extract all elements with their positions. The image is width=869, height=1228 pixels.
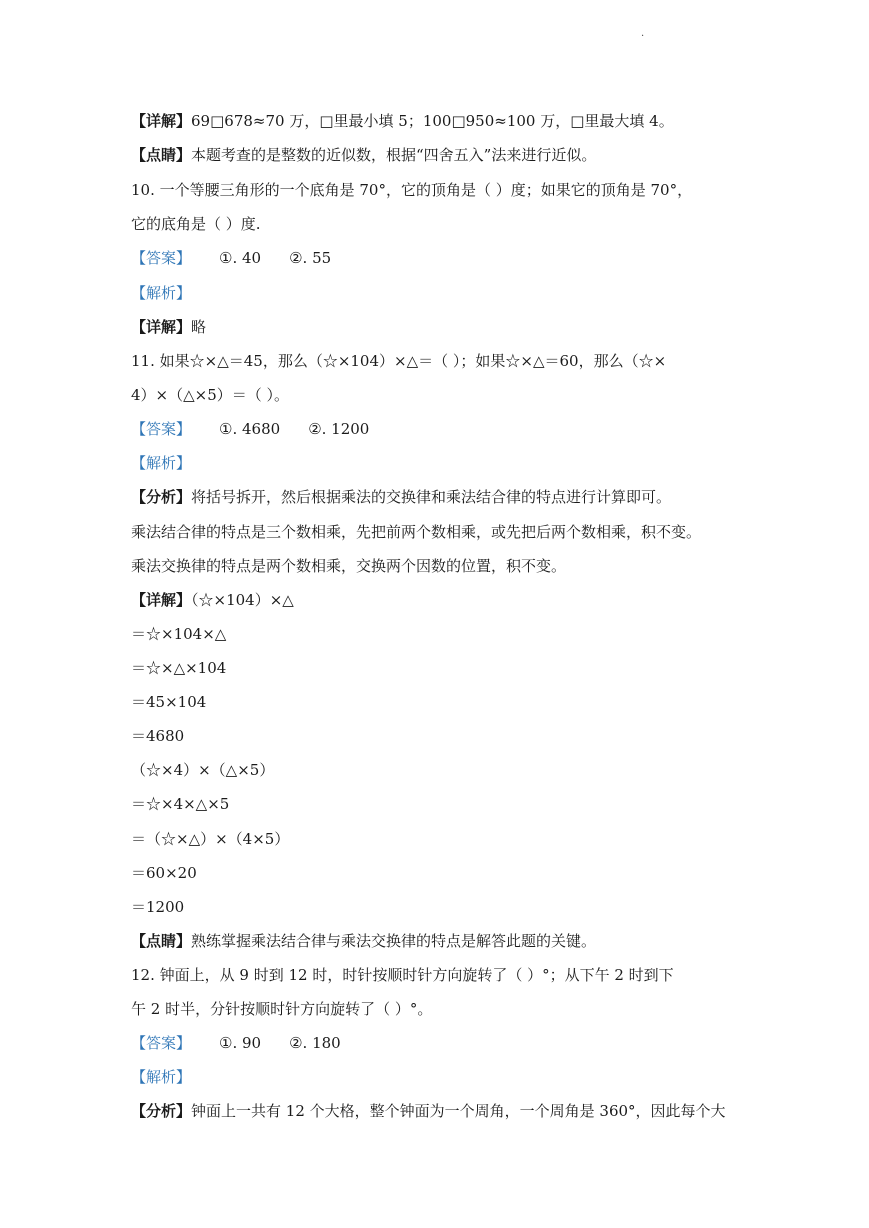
q11-answer-2: ②. 1200 bbox=[308, 420, 370, 438]
q10-analysis-tag: 【解析】 bbox=[131, 284, 192, 302]
q9-comment-text: 本题考查的是整数的近似数，根据“四舍五入”法来进行近似。 bbox=[191, 146, 597, 164]
detail-tag: 【详解】 bbox=[131, 112, 192, 130]
q10-answer-1: ①. 40 bbox=[219, 249, 262, 267]
q12-answer-line bbox=[131, 1033, 341, 1053]
q9-detail-line bbox=[131, 111, 674, 131]
q9-detail-text: 69□678≈70 万，□里最小填 5；100□950≈100 万，□里最大填 4。 bbox=[191, 112, 674, 130]
q11-detail-head: （☆×104）×△ bbox=[191, 591, 294, 609]
q9-comment-line bbox=[131, 145, 596, 165]
q11-comment-line bbox=[131, 931, 596, 951]
q11-analysis-line-2: 乘法结合律的特点是三个数相乘，先把前两个数相乘，或先把后两个数相乘，积不变。 bbox=[131, 523, 702, 541]
q11-analysis-head-text: 将括号拆开，然后根据乘法的交换律和乘法结合律的特点进行计算即可。 bbox=[191, 488, 672, 506]
answer-tag: 【答案】 bbox=[131, 249, 192, 267]
q11-question-line-2: 4）×（△×5）＝（ ）。 bbox=[131, 386, 290, 404]
detail-tag: 【详解】 bbox=[131, 318, 192, 336]
q10-question-line-2: 它的底角是（ ）度. bbox=[131, 215, 261, 233]
header-mark: . bbox=[641, 28, 645, 39]
q11-answer-1: ①. 4680 bbox=[219, 420, 281, 438]
q11-detail-line bbox=[131, 590, 294, 610]
q11-answer-line bbox=[131, 419, 369, 439]
answer-tag: 【答案】 bbox=[131, 1034, 192, 1052]
q11-step: ＝☆×104×△ bbox=[131, 625, 227, 643]
q11-comment-text: 熟练掌握乘法结合律与乘法交换律的特点是解答此题的关键。 bbox=[191, 932, 597, 950]
q11-step: ＝☆×4×△×5 bbox=[131, 795, 230, 813]
q11-step: ＝60×20 bbox=[131, 864, 197, 882]
comment-tag: 【点睛】 bbox=[131, 146, 192, 164]
analysis-head-tag: 【分析】 bbox=[131, 1102, 192, 1120]
q12-answer-2: ②. 180 bbox=[289, 1034, 341, 1052]
q10-answer-2: ②. 55 bbox=[289, 249, 332, 267]
q12-analysis-line-1 bbox=[131, 1101, 726, 1121]
q11-step: ＝☆×△×104 bbox=[131, 659, 227, 677]
q10-detail-text: 略 bbox=[191, 318, 207, 336]
answer-tag: 【答案】 bbox=[131, 420, 192, 438]
q12-question-line-2: 午 2 时半，分针按顺时针方向旋转了（ ）°。 bbox=[131, 1000, 433, 1018]
comment-tag: 【点睛】 bbox=[131, 932, 192, 950]
q11-step: （☆×4）×（△×5） bbox=[131, 761, 275, 779]
q12-analysis-tag: 【解析】 bbox=[131, 1068, 192, 1086]
q11-analysis-line-1 bbox=[131, 487, 671, 507]
detail-tag: 【详解】 bbox=[131, 591, 192, 609]
q11-step: ＝45×104 bbox=[131, 693, 207, 711]
q10-detail-line bbox=[131, 317, 206, 337]
q12-answer-1: ①. 90 bbox=[219, 1034, 262, 1052]
q11-step: ＝1200 bbox=[131, 898, 185, 916]
q10-answer-line bbox=[131, 248, 331, 268]
q10-question-line-1: 10. 一个等腰三角形的一个底角是 70°，它的顶角是（ ）度；如果它的顶角是 70°， bbox=[131, 181, 693, 199]
q12-analysis-head-text: 钟面上一共有 12 个大格，整个钟面为一个周角，一个周角是 360°，因此每个大 bbox=[191, 1102, 726, 1120]
q11-step: ＝（☆×△）×（4×5） bbox=[131, 830, 290, 848]
q12-question-line-1: 12. 钟面上，从 9 时到 12 时，时针按顺时针方向旋转了（ ）°；从下午 2 时到下 bbox=[131, 966, 674, 984]
q11-analysis-line-3: 乘法交换律的特点是两个数相乘，交换两个因数的位置，积不变。 bbox=[131, 557, 567, 575]
q11-step: ＝4680 bbox=[131, 727, 185, 745]
q11-question-line-1: 11. 如果☆×△＝45，那么（☆×104）×△＝（ ）；如果☆×△＝60，那么（☆× bbox=[131, 352, 667, 370]
q11-analysis-tag: 【解析】 bbox=[131, 454, 192, 472]
analysis-head-tag: 【分析】 bbox=[131, 488, 192, 506]
